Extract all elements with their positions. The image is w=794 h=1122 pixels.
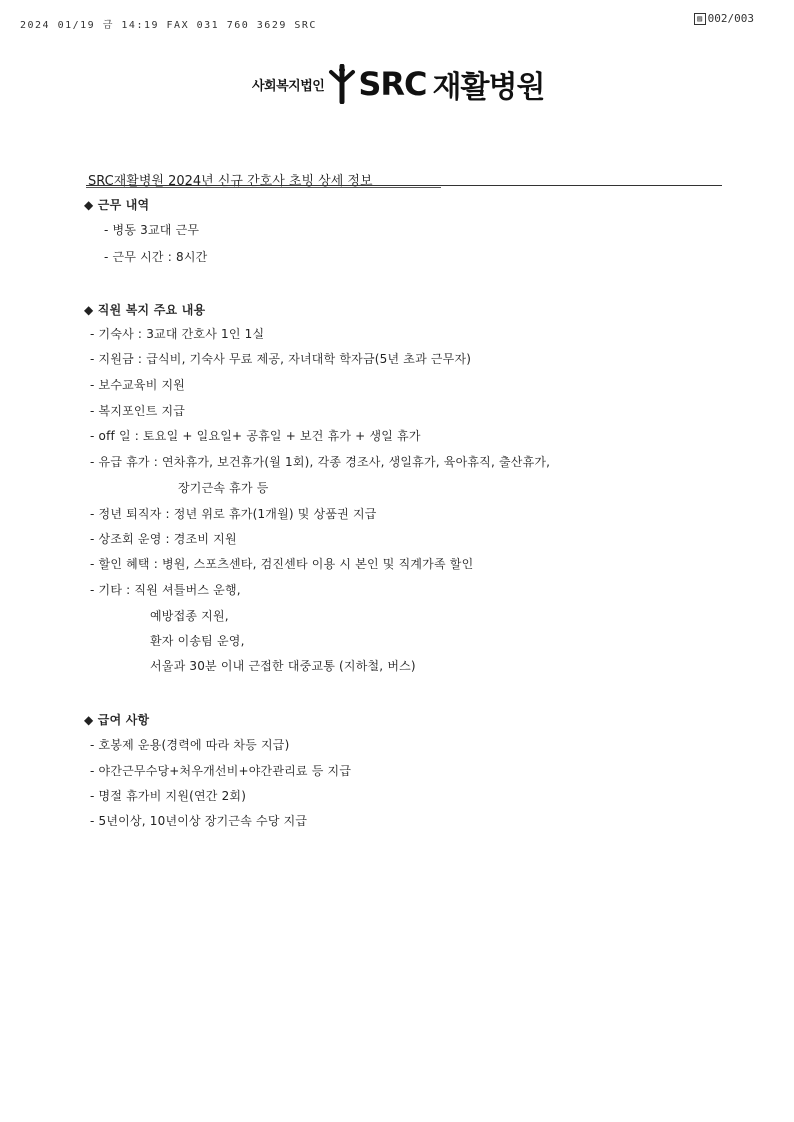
list-item: - 보수교육비 지원 bbox=[90, 378, 186, 392]
logo-corp-text: 사회복지법인 bbox=[252, 78, 325, 94]
logo-name-text: 재활병원 bbox=[432, 70, 545, 105]
section-heading-welfare: ◆ 직원 복지 주요 내용 bbox=[84, 303, 206, 317]
list-item: - 복지포인트 지급 bbox=[90, 404, 186, 418]
list-item-continuation: 장기근속 휴가 등 bbox=[178, 481, 269, 495]
section-heading-work: ◆ 근무 내역 bbox=[84, 198, 150, 212]
list-item: - 기숙사 : 3교대 간호사 1인 1실 bbox=[90, 327, 265, 341]
list-item-continuation: 예방접종 지원, bbox=[150, 609, 229, 623]
fax-page-icon: ▨ bbox=[694, 13, 706, 25]
logo-mark-icon bbox=[328, 64, 356, 104]
list-item: - 근무 시간 : 8시간 bbox=[104, 250, 208, 264]
title-underline bbox=[86, 185, 722, 186]
fax-page-number bbox=[694, 12, 754, 25]
list-item: - 정년 퇴직자 : 정년 위로 휴가(1개월) 및 상품권 지급 bbox=[90, 507, 377, 521]
title-underline-inner bbox=[86, 187, 441, 188]
list-item: - 5년이상, 10년이상 장기근속 수당 지급 bbox=[90, 814, 308, 828]
section-heading-salary: ◆ 급여 사항 bbox=[84, 713, 150, 727]
list-item: - 유급 휴가 : 연차휴가, 보건휴가(월 1회), 각종 경조사, 생일휴가, 육아휴직, 출산휴가, bbox=[90, 455, 551, 469]
list-item: - 기타 : 직원 셔틀버스 운행, bbox=[90, 583, 241, 597]
logo-src-text: SRC bbox=[358, 65, 427, 103]
list-item-continuation: 환자 이송팀 운영, bbox=[150, 634, 245, 648]
hospital-logo bbox=[252, 62, 544, 106]
list-item: - 병동 3교대 근무 bbox=[104, 223, 200, 237]
fax-header: 2024 01/19 금 14:19 FAX 031 760 3629 SRC bbox=[20, 20, 317, 31]
list-item-continuation: 서울과 30분 이내 근접한 대중교통 (지하철, 버스) bbox=[150, 659, 416, 673]
list-item: - 호봉제 운용(경력에 따라 차등 지급) bbox=[90, 738, 290, 752]
list-item: - 지원금 : 급식비, 기숙사 무료 제공, 자녀대학 학자금(5년 초과 근무자) bbox=[90, 352, 472, 366]
list-item: - 할인 혜택 : 병원, 스포츠센타, 검진센타 이용 시 본인 및 직계가족 할인 bbox=[90, 557, 474, 571]
document-title: SRC재활병원 2024년 신규 간호사 초빙 상세 정보 bbox=[88, 174, 373, 189]
list-item: - 명절 휴가비 지원(연간 2회) bbox=[90, 789, 247, 803]
fax-page-text: 002/003 bbox=[707, 12, 754, 25]
list-item: - 야간근무수당+처우개선비+야간관리료 등 지급 bbox=[90, 764, 352, 778]
list-item: - off 일 : 토요일 + 일요일+ 공휴일 + 보건 휴가 + 생일 휴가 bbox=[90, 429, 421, 443]
list-item: - 상조회 운영 : 경조비 지원 bbox=[90, 532, 237, 546]
